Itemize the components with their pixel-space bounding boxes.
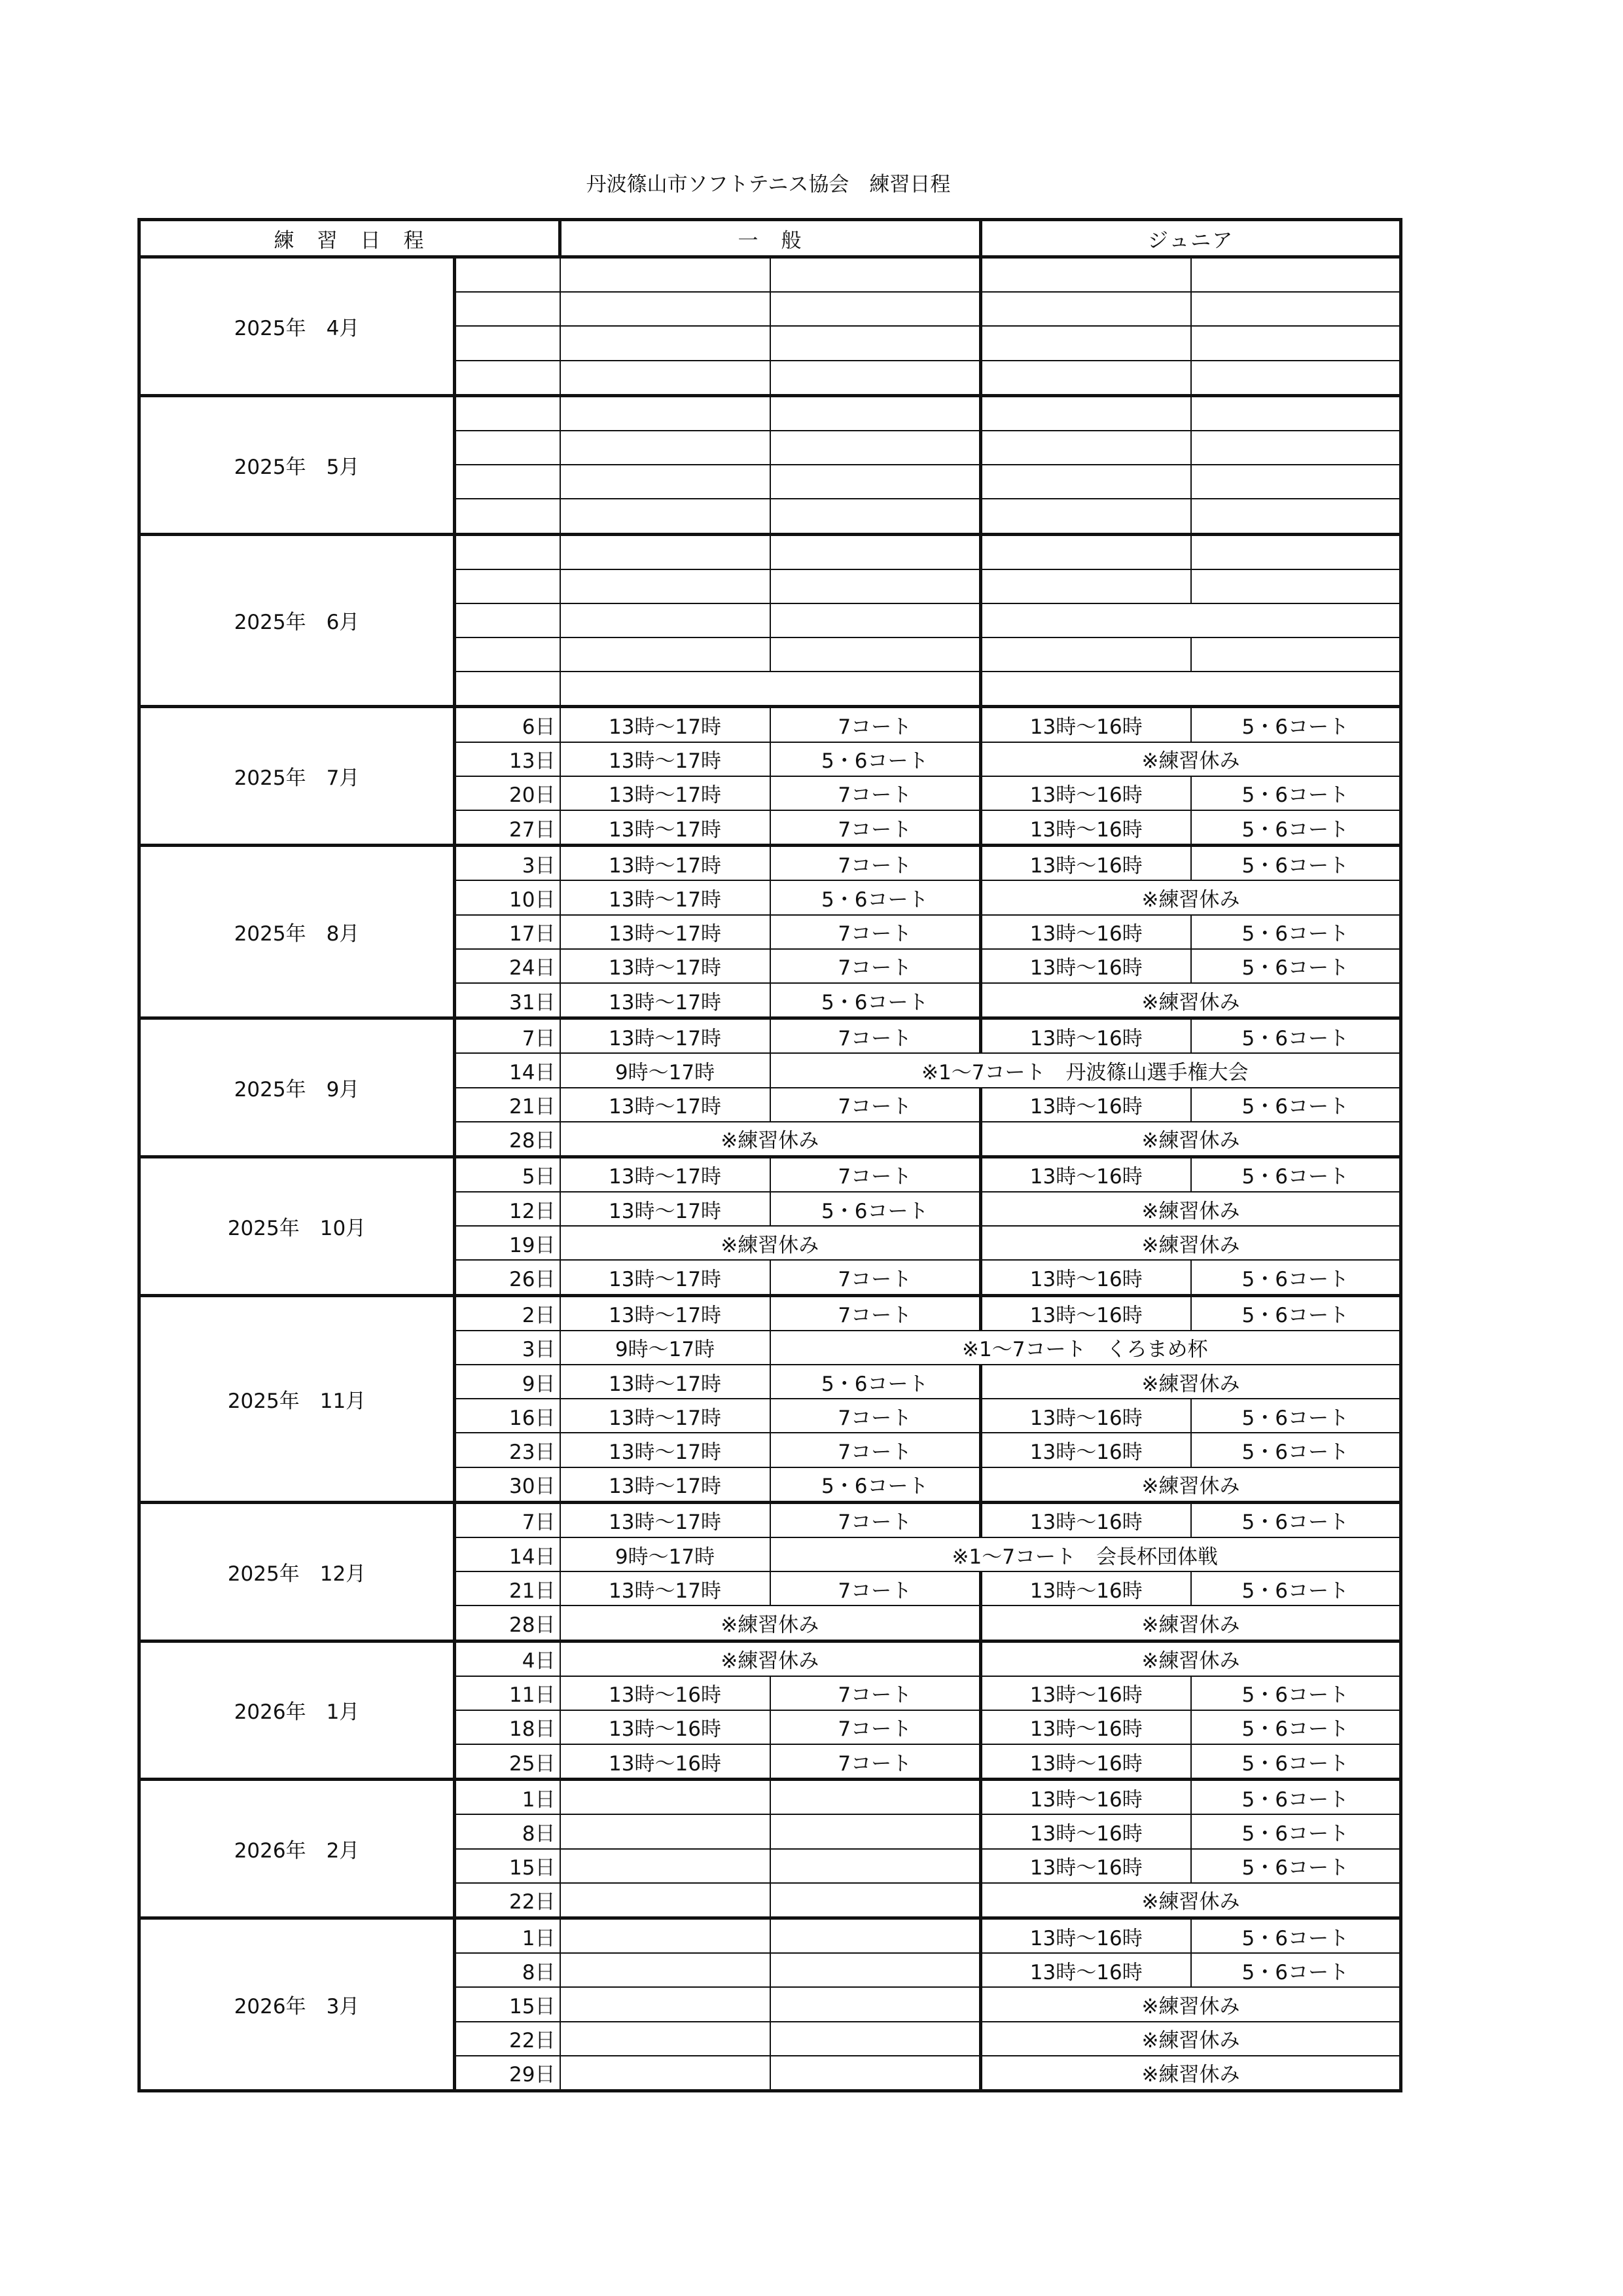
schedule-cell: ※練習休み [981,1226,1401,1260]
schedule-cell [560,569,770,603]
schedule-cell: ※練習休み [560,1226,981,1260]
schedule-cell [770,465,981,499]
schedule-cell [770,1883,981,1918]
day-cell: 28日 [455,1122,560,1157]
schedule-cell: 13時～16時 [981,776,1191,810]
schedule-cell: 7コート [770,1433,981,1467]
day-cell: 22日 [455,1883,560,1918]
schedule-row [139,846,1401,881]
schedule-cell: 7コート [770,707,981,742]
schedule-cell: ※練習休み [981,1192,1401,1226]
schedule-cell: 13時～16時 [981,1744,1191,1780]
schedule-cell [560,395,770,431]
schedule-cell: 13時～17時 [560,1399,770,1433]
month-label: 2025年 7月 [139,707,455,846]
schedule-cell [770,257,981,293]
schedule-cell [981,603,1401,637]
schedule-cell: 7コート [770,1088,981,1122]
schedule-cell: 7コート [770,1399,981,1433]
schedule-cell: 13時～17時 [560,742,770,776]
day-cell [455,257,560,293]
schedule-cell [770,1987,981,2021]
schedule-cell [770,1849,981,1883]
day-cell [455,465,560,499]
schedule-cell: 13時～16時 [981,1849,1191,1883]
schedule-cell [981,534,1191,569]
schedule-cell: 13時～16時 [981,1953,1191,1987]
schedule-cell: 5・6コート [1191,1814,1401,1848]
schedule-cell: 13時～17時 [560,949,770,983]
schedule-cell: ※練習休み [981,1467,1401,1503]
schedule-cell: 5・6コート [1191,1744,1401,1780]
schedule-cell: 5・6コート [1191,707,1401,742]
schedule-cell: 5・6コート [770,983,981,1018]
schedule-cell: 5・6コート [1191,1260,1401,1295]
schedule-cell [1191,326,1401,360]
schedule-row [139,257,1401,293]
schedule-cell [560,499,770,534]
schedule-cell [560,361,770,396]
month-label: 2026年 2月 [139,1780,455,1918]
month-label: 2025年 8月 [139,846,455,1018]
day-cell: 3日 [455,1331,560,1365]
schedule-cell [1191,637,1401,672]
schedule-cell [1191,292,1401,326]
header-schedule: 練 習 日 程 [139,220,560,257]
schedule-cell [560,672,981,707]
day-cell: 14日 [455,1053,560,1087]
schedule-cell [1191,569,1401,603]
month-group [139,846,1401,1018]
schedule-cell [981,326,1191,360]
schedule-row [139,707,1401,742]
schedule-cell: 5・6コート [770,1467,981,1503]
schedule-cell: 13時～16時 [981,1399,1191,1433]
schedule-cell [1191,465,1401,499]
schedule-cell: ※1～7コート 丹波篠山選手権大会 [770,1053,1401,1087]
day-cell [455,395,560,431]
day-cell: 8日 [455,1814,560,1848]
day-cell [455,603,560,637]
schedule-cell: 5・6コート [1191,1780,1401,1815]
schedule-row [139,1295,1401,1331]
schedule-cell: 7コート [770,846,981,881]
schedule-cell [981,292,1191,326]
schedule-cell [560,1883,770,1918]
day-cell: 29日 [455,2056,560,2091]
day-cell [455,361,560,396]
schedule-cell [770,2056,981,2091]
schedule-cell [981,569,1191,603]
schedule-cell: 7コート [770,1260,981,1295]
schedule-cell [981,257,1191,293]
schedule-cell: 13時～17時 [560,1157,770,1192]
schedule-cell: ※練習休み [981,2056,1401,2091]
day-cell: 21日 [455,1571,560,1605]
day-cell [455,499,560,534]
month-group [139,1157,1401,1295]
schedule-cell [981,465,1191,499]
schedule-cell [981,499,1191,534]
day-cell: 8日 [455,1953,560,1987]
schedule-cell: 7コート [770,915,981,949]
schedule-cell: 13時～16時 [560,1744,770,1780]
day-cell: 27日 [455,810,560,846]
schedule-cell: 5・6コート [770,1365,981,1399]
day-cell: 7日 [455,1502,560,1537]
month-group [139,395,1401,534]
schedule-cell: 13時～16時 [560,1676,770,1710]
schedule-cell [560,1918,770,1954]
day-cell [455,292,560,326]
schedule-cell [1191,257,1401,293]
schedule-cell: 13時～16時 [981,1433,1191,1467]
schedule-cell: 13時～17時 [560,880,770,914]
schedule-cell [770,395,981,431]
schedule-cell: 5・6コート [1191,1710,1401,1744]
schedule-cell: 5・6コート [1191,1399,1401,1433]
schedule-cell: 5・6コート [770,880,981,914]
day-cell: 9日 [455,1365,560,1399]
schedule-cell [770,431,981,465]
schedule-cell: 13時～16時 [981,846,1191,881]
schedule-cell [560,431,770,465]
month-group [139,1641,1401,1780]
schedule-cell: ※1～7コート 会長杯団体戦 [770,1537,1401,1571]
day-cell: 7日 [455,1018,560,1054]
month-group [139,1295,1401,1502]
schedule-cell [560,1849,770,1883]
schedule-cell: 7コート [770,1676,981,1710]
schedule-cell: 5・6コート [1191,949,1401,983]
schedule-cell: 5・6コート [1191,1018,1401,1054]
header-row [139,220,1401,257]
day-cell: 18日 [455,1710,560,1744]
schedule-cell: 7コート [770,1018,981,1054]
month-label: 2026年 3月 [139,1918,455,2091]
schedule-row [139,534,1401,569]
schedule-cell [560,637,770,672]
day-cell: 24日 [455,949,560,983]
schedule-cell: 9時～17時 [560,1537,770,1571]
schedule-cell: 7コート [770,776,981,810]
schedule-cell: ※練習休み [981,1641,1401,1676]
month-label: 2026年 1月 [139,1641,455,1780]
schedule-cell [1191,431,1401,465]
schedule-cell [560,1780,770,1815]
schedule-cell: 13時～17時 [560,1502,770,1537]
schedule-cell [981,395,1191,431]
month-group [139,1780,1401,1918]
schedule-cell [770,569,981,603]
schedule-cell [770,1814,981,1848]
schedule-cell [560,326,770,360]
schedule-cell [770,2022,981,2056]
schedule-cell: 9時～17時 [560,1053,770,1087]
schedule-cell [981,672,1401,707]
schedule-row [139,1918,1401,1954]
schedule-cell: 13時～17時 [560,810,770,846]
schedule-cell: 13時～17時 [560,1433,770,1467]
schedule-cell [1191,534,1401,569]
schedule-cell: 13時～17時 [560,846,770,881]
month-group [139,257,1401,396]
schedule-cell [770,1918,981,1954]
schedule-cell: 13時～16時 [981,1710,1191,1744]
month-group [139,534,1401,707]
schedule-cell [981,431,1191,465]
day-cell [455,637,560,672]
schedule-cell: 13時～17時 [560,983,770,1018]
schedule-cell: 5・6コート [1191,810,1401,846]
schedule-cell [560,1814,770,1848]
month-label: 2025年 10月 [139,1157,455,1295]
day-cell: 15日 [455,1987,560,2021]
schedule-cell: 13時～17時 [560,915,770,949]
day-cell: 1日 [455,1780,560,1815]
schedule-cell [770,637,981,672]
day-cell: 12日 [455,1192,560,1226]
schedule-cell: 13時～16時 [560,1710,770,1744]
schedule-cell: 7コート [770,1157,981,1192]
schedule-cell: ※練習休み [981,1605,1401,1641]
schedule-cell: 13時～16時 [981,949,1191,983]
schedule-cell: 7コート [770,1571,981,1605]
schedule-row [139,1780,1401,1815]
month-group [139,707,1401,846]
schedule-row [139,1502,1401,1537]
schedule-cell: 13時～16時 [981,1295,1191,1331]
day-cell: 22日 [455,2022,560,2056]
schedule-cell: 5・6コート [1191,846,1401,881]
day-cell: 16日 [455,1399,560,1433]
month-label: 2025年 11月 [139,1295,455,1502]
schedule-cell: 13時～16時 [981,1502,1191,1537]
day-cell: 6日 [455,707,560,742]
schedule-cell: ※練習休み [981,880,1401,914]
day-cell: 17日 [455,915,560,949]
schedule-cell: ※練習休み [560,1122,981,1157]
schedule-cell: ※練習休み [981,1365,1401,1399]
month-label: 2025年 4月 [139,257,455,396]
schedule-cell: 13時～16時 [981,810,1191,846]
schedule-cell [770,326,981,360]
schedule-cell: 5・6コート [1191,1157,1401,1192]
schedule-cell [770,603,981,637]
schedule-cell [981,637,1191,672]
day-cell: 31日 [455,983,560,1018]
day-cell [455,431,560,465]
schedule-cell: 13時～16時 [981,915,1191,949]
day-cell [455,569,560,603]
schedule-cell [1191,499,1401,534]
day-cell: 21日 [455,1088,560,1122]
day-cell: 30日 [455,1467,560,1503]
day-cell: 26日 [455,1260,560,1295]
schedule-row [139,1641,1401,1676]
schedule-cell: 5・6コート [1191,1953,1401,1987]
schedule-cell: ※練習休み [981,1883,1401,1918]
schedule-cell: 5・6コート [1191,1918,1401,1954]
day-cell: 28日 [455,1605,560,1641]
day-cell [455,672,560,707]
schedule-row [139,395,1401,431]
schedule-cell: ※練習休み [981,983,1401,1018]
day-cell: 25日 [455,1744,560,1780]
day-cell: 19日 [455,1226,560,1260]
month-label: 2025年 9月 [139,1018,455,1157]
header-general: 一 般 [560,220,981,257]
schedule-cell: 13時～17時 [560,1192,770,1226]
day-cell: 2日 [455,1295,560,1331]
schedule-cell [770,1953,981,1987]
schedule-cell: ※1～7コート くろまめ杯 [770,1331,1401,1365]
schedule-cell: 5・6コート [1191,915,1401,949]
schedule-cell [1191,361,1401,396]
schedule-cell: ※練習休み [981,1122,1401,1157]
day-cell: 11日 [455,1676,560,1710]
schedule-cell: 5・6コート [770,1192,981,1226]
schedule-cell: 5・6コート [1191,1571,1401,1605]
day-cell: 20日 [455,776,560,810]
schedule-cell: 9時～17時 [560,1331,770,1365]
day-cell [455,534,560,569]
schedule-cell: 5・6コート [1191,776,1401,810]
day-cell: 13日 [455,742,560,776]
schedule-cell: 7コート [770,949,981,983]
schedule-cell: 13時～17時 [560,1467,770,1503]
schedule-cell: 13時～17時 [560,1365,770,1399]
schedule-cell: 5・6コート [1191,1433,1401,1467]
day-cell: 1日 [455,1918,560,1954]
schedule-table [137,218,1402,2092]
schedule-cell: 13時～17時 [560,1571,770,1605]
schedule-cell: 13時～16時 [981,1157,1191,1192]
schedule-cell: 13時～16時 [981,1018,1191,1054]
schedule-cell [560,1987,770,2021]
schedule-cell: 7コート [770,1295,981,1331]
day-cell: 15日 [455,1849,560,1883]
schedule-cell [560,603,770,637]
schedule-cell [560,2056,770,2091]
day-cell: 23日 [455,1433,560,1467]
schedule-cell: 13時～16時 [981,1780,1191,1815]
schedule-cell [560,292,770,326]
month-label: 2025年 5月 [139,395,455,534]
schedule-cell [770,361,981,396]
schedule-cell: 13時～17時 [560,1088,770,1122]
schedule-cell [560,2022,770,2056]
schedule-cell [981,361,1191,396]
schedule-cell: 13時～16時 [981,707,1191,742]
schedule-cell [560,534,770,569]
schedule-row [139,1018,1401,1054]
schedule-cell: ※練習休み [981,2022,1401,2056]
month-label: 2025年 6月 [139,534,455,707]
schedule-cell: 13時～17時 [560,1018,770,1054]
header-junior: ジュニア [981,220,1401,257]
page-title: 丹波篠山市ソフトテニス協会 練習日程 [586,173,951,196]
schedule-cell: 13時～17時 [560,1260,770,1295]
month-group [139,1018,1401,1157]
schedule-cell: 5・6コート [1191,1088,1401,1122]
schedule-cell: 7コート [770,1502,981,1537]
schedule-cell: 5・6コート [1191,1295,1401,1331]
schedule-cell: 13時～16時 [981,1814,1191,1848]
schedule-cell: ※練習休み [560,1605,981,1641]
schedule-cell: 13時～16時 [981,1918,1191,1954]
schedule-cell: 13時～17時 [560,707,770,742]
day-cell: 5日 [455,1157,560,1192]
schedule-cell: 5・6コート [770,742,981,776]
schedule-cell [770,499,981,534]
schedule-cell [770,534,981,569]
schedule-cell: ※練習休み [981,1987,1401,2021]
day-cell [455,326,560,360]
day-cell: 4日 [455,1641,560,1676]
month-label: 2025年 12月 [139,1502,455,1641]
schedule-cell: 5・6コート [1191,1502,1401,1537]
month-group [139,1918,1401,2091]
schedule-cell: 7コート [770,1710,981,1744]
day-cell: 14日 [455,1537,560,1571]
schedule-cell [770,292,981,326]
schedule-cell [560,1953,770,1987]
schedule-cell: 13時～16時 [981,1260,1191,1295]
schedule-cell: 13時～17時 [560,776,770,810]
schedule-cell: 13時～16時 [981,1088,1191,1122]
month-group [139,1502,1401,1641]
schedule-cell: 5・6コート [1191,1676,1401,1710]
schedule-cell [560,465,770,499]
schedule-cell [770,1780,981,1815]
schedule-cell: ※練習休み [560,1641,981,1676]
schedule-cell [1191,395,1401,431]
schedule-row [139,1157,1401,1192]
schedule-cell: 13時～17時 [560,1295,770,1331]
schedule-cell: 5・6コート [1191,1849,1401,1883]
schedule-cell: ※練習休み [981,742,1401,776]
schedule-cell: 13時～16時 [981,1571,1191,1605]
schedule-cell [560,257,770,293]
day-cell: 10日 [455,880,560,914]
schedule-cell: 7コート [770,1744,981,1780]
schedule-cell: 13時～16時 [981,1676,1191,1710]
schedule-cell: 7コート [770,810,981,846]
day-cell: 3日 [455,846,560,881]
